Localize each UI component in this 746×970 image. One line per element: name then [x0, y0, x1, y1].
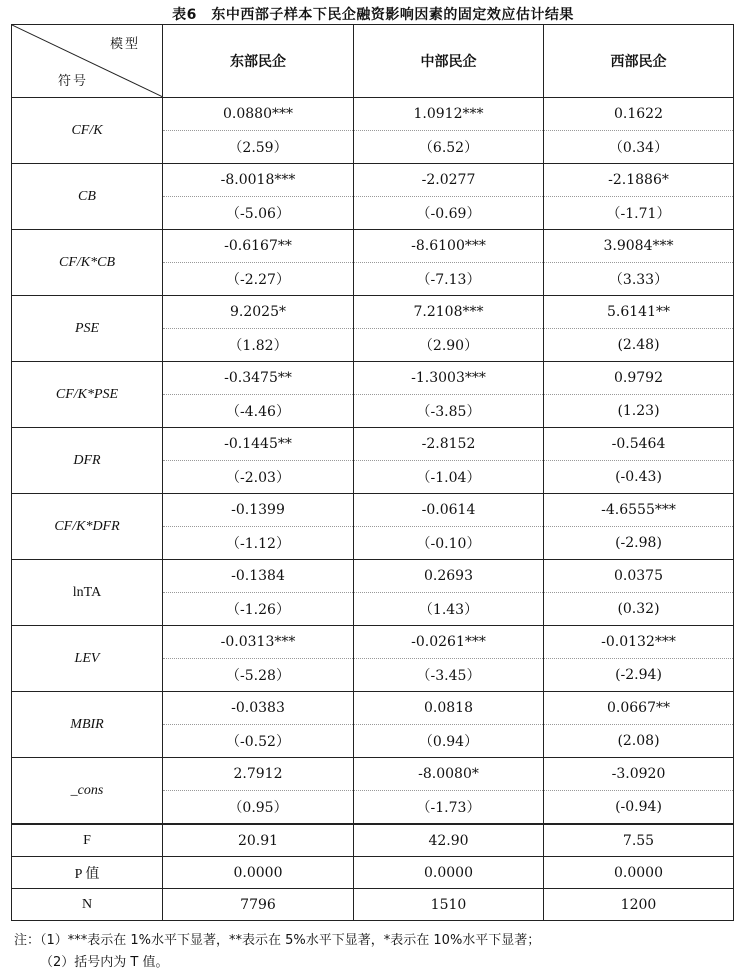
t-value-cell: (2.48) [544, 329, 734, 362]
coef-row [12, 626, 734, 659]
t-value-cell: （-7.13） [354, 263, 544, 296]
t-value-cell: （0.34） [544, 131, 734, 164]
coef-row [12, 428, 734, 461]
stat-row [12, 889, 734, 921]
stat-row [12, 857, 734, 889]
coefficient-cell: -2.1886* [544, 164, 734, 197]
stat-label: P 值 [12, 857, 163, 889]
t-value-cell: （-1.04） [354, 461, 544, 494]
coefficient-cell: -4.6555*** [544, 494, 734, 527]
coefficient-cell: 0.2693 [354, 560, 544, 593]
column-header-east: 东部民企 [163, 25, 354, 98]
coef-row [12, 296, 734, 329]
coef-row [12, 98, 734, 131]
coef-row [12, 560, 734, 593]
variable-label: lnTA [12, 560, 163, 626]
coefficient-cell: 5.6141** [544, 296, 734, 329]
coefficient-cell: -2.8152 [354, 428, 544, 461]
stat-label: F [12, 824, 163, 857]
coefficient-cell: 9.2025* [163, 296, 354, 329]
variable-label: CF/K*PSE [12, 362, 163, 428]
coefficient-cell: -8.6100*** [354, 230, 544, 263]
coefficient-cell: 3.9084*** [544, 230, 734, 263]
variable-label: LEV [12, 626, 163, 692]
coefficient-cell: -0.0261*** [354, 626, 544, 659]
t-value-cell: (-2.98) [544, 527, 734, 560]
t-value-cell: （-3.85） [354, 395, 544, 428]
t-value-cell: （0.95） [163, 791, 354, 825]
t-value-cell: (2.08) [544, 725, 734, 758]
coef-row [12, 692, 734, 725]
variable-label: PSE [12, 296, 163, 362]
t-value-cell: （-0.52） [163, 725, 354, 758]
coef-row [12, 362, 734, 395]
t-value-cell: （-2.03） [163, 461, 354, 494]
t-value-cell: （-1.73） [354, 791, 544, 825]
t-value-cell: （3.33） [544, 263, 734, 296]
t-value-cell: （0.94） [354, 725, 544, 758]
t-value-cell: （-1.71） [544, 197, 734, 230]
t-value-cell: （6.52） [354, 131, 544, 164]
coefficient-cell: -0.0313*** [163, 626, 354, 659]
variable-label: _cons [12, 758, 163, 825]
t-value-cell: （2.90） [354, 329, 544, 362]
header-row [12, 25, 734, 98]
stat-value-cell: 20.91 [163, 824, 354, 857]
coefficient-cell: -0.0383 [163, 692, 354, 725]
footnote-1: 注：（1）***表示在 1%水平下显著，**表示在 5%水平下显著，*表示在 10%水平下显著； [14, 933, 541, 948]
coefficient-cell: -0.1445** [163, 428, 354, 461]
table-title: 表6 东中西部子样本下民企融资影响因素的固定效应估计结果 [172, 7, 574, 23]
t-value-cell: （-5.28） [163, 659, 354, 692]
coefficient-cell: 0.9792 [544, 362, 734, 395]
coefficient-cell: -0.1399 [163, 494, 354, 527]
diag-bottom-label: 符号 [58, 74, 89, 89]
coef-row [12, 164, 734, 197]
coefficient-cell: 0.0880*** [163, 98, 354, 131]
t-value-cell: （-3.45） [354, 659, 544, 692]
variable-label: CF/K*DFR [12, 494, 163, 560]
stat-label: N [12, 889, 163, 921]
t-value-cell: (0.32) [544, 593, 734, 626]
t-value-cell: (-2.94) [544, 659, 734, 692]
coefficient-cell: -1.3003*** [354, 362, 544, 395]
variable-label: MBIR [12, 692, 163, 758]
coefficient-cell: 0.1622 [544, 98, 734, 131]
column-header-central: 中部民企 [354, 25, 544, 98]
coef-row [12, 494, 734, 527]
column-header-west: 西部民企 [544, 25, 734, 98]
coefficient-cell: 7.2108*** [354, 296, 544, 329]
coefficient-cell: -8.0080* [354, 758, 544, 791]
coef-row [12, 758, 734, 791]
coefficient-cell: -0.0614 [354, 494, 544, 527]
coefficient-cell: -0.6167** [163, 230, 354, 263]
t-value-cell: （-1.26） [163, 593, 354, 626]
t-value-cell: (-0.43) [544, 461, 734, 494]
variable-label: CF/K [12, 98, 163, 164]
stat-value-cell: 42.90 [354, 824, 544, 857]
coefficient-cell: 0.0667** [544, 692, 734, 725]
t-value-cell: （-2.27） [163, 263, 354, 296]
variable-label: CF/K*CB [12, 230, 163, 296]
t-value-cell: （-1.12） [163, 527, 354, 560]
t-value-cell: （-0.69） [354, 197, 544, 230]
coefficient-cell: -0.3475** [163, 362, 354, 395]
coefficient-cell: -2.0277 [354, 164, 544, 197]
coefficient-cell: 0.0818 [354, 692, 544, 725]
stat-value-cell: 1510 [354, 889, 544, 921]
coefficient-cell: 1.0912*** [354, 98, 544, 131]
stat-value-cell: 0.0000 [544, 857, 734, 889]
stat-value-cell: 0.0000 [354, 857, 544, 889]
t-value-cell: （-4.46） [163, 395, 354, 428]
stat-value-cell: 7796 [163, 889, 354, 921]
coefficient-cell: 0.0375 [544, 560, 734, 593]
diag-top-label: 模型 [109, 37, 140, 52]
t-value-cell: （2.59） [163, 131, 354, 164]
stat-value-cell: 0.0000 [163, 857, 354, 889]
coefficient-cell: 2.7912 [163, 758, 354, 791]
stat-value-cell: 7.55 [544, 824, 734, 857]
t-value-cell: (1.23) [544, 395, 734, 428]
stat-row [12, 824, 734, 857]
coef-row [12, 230, 734, 263]
t-value-cell: （1.82） [163, 329, 354, 362]
diagonal-header-cell [12, 25, 163, 98]
footnote-2: （2）括号内为 T 值。 [40, 955, 169, 970]
coefficient-cell: -0.0132*** [544, 626, 734, 659]
coefficient-cell: -8.0018*** [163, 164, 354, 197]
t-value-cell: （-0.10） [354, 527, 544, 560]
results-table [11, 24, 734, 921]
t-value-cell: （-5.06） [163, 197, 354, 230]
coefficient-cell: -0.5464 [544, 428, 734, 461]
coefficient-cell: -3.0920 [544, 758, 734, 791]
variable-label: DFR [12, 428, 163, 494]
t-value-cell: (-0.94) [544, 791, 734, 825]
coefficient-cell: -0.1384 [163, 560, 354, 593]
t-value-cell: （1.43） [354, 593, 544, 626]
stat-value-cell: 1200 [544, 889, 734, 921]
variable-label: CB [12, 164, 163, 230]
